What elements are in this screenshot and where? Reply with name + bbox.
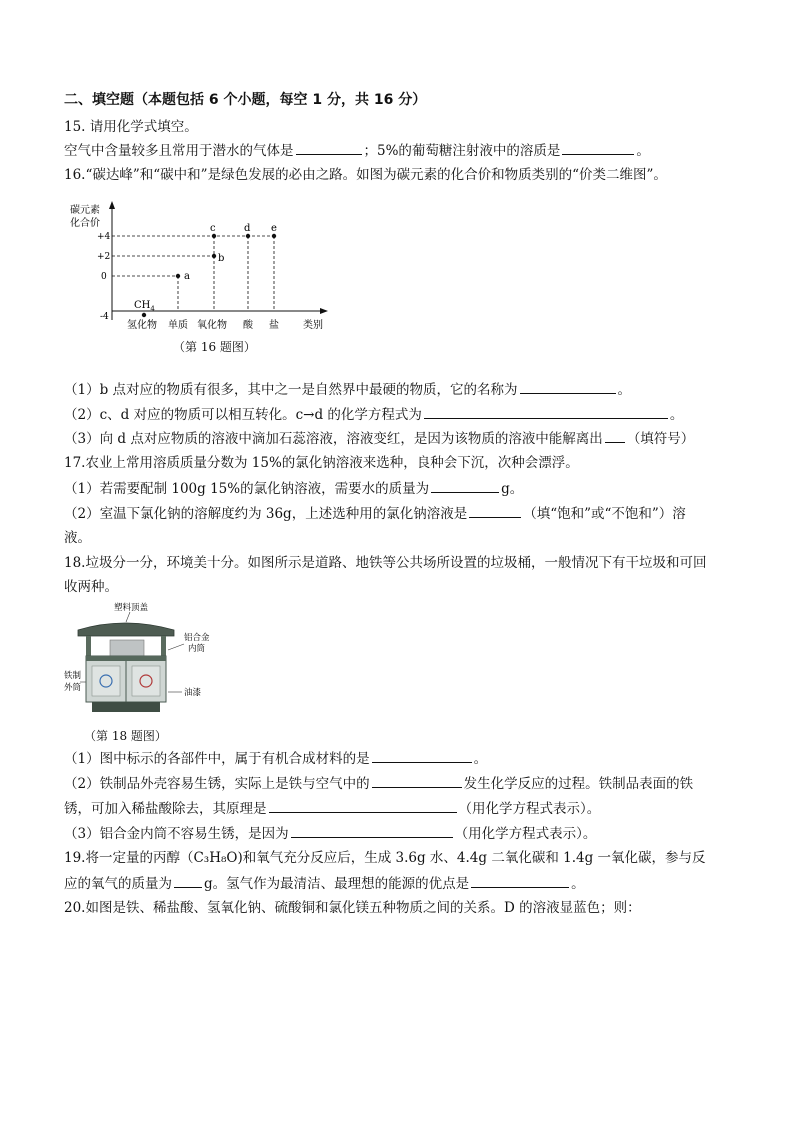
q18-sub-1-end: 。 <box>473 751 488 767</box>
q18-sub-2-text-d: （用化学方程式表示）。 <box>458 801 601 817</box>
x-axis-arrow <box>320 308 328 314</box>
answer-blank[interactable] <box>296 140 362 155</box>
q19-line-2 <box>64 873 585 894</box>
point-label-d: d <box>244 223 251 234</box>
label-plastic-roof: 塑料顶盖 <box>114 603 149 613</box>
q18-sub-1 <box>64 748 487 769</box>
post <box>161 636 166 656</box>
point-label-a: a <box>184 271 190 282</box>
y-title-line-2: 化合价 <box>70 218 100 229</box>
answer-blank[interactable] <box>469 503 521 518</box>
q16-sub-1-end: 。 <box>617 382 632 398</box>
q15-part-a: 空气中含量较多且常用于潜水的气体是 <box>64 143 294 159</box>
x-tick-label: 单质 <box>168 320 188 331</box>
y-axis-arrow <box>109 201 115 209</box>
q18-sub-2-cont <box>64 798 600 819</box>
label-aluminium-2: 内筒 <box>188 644 206 654</box>
q16-sub-1-text: （1）b 点对应的物质有很多，其中之一是自然界中最硬的物质，它的名称为 <box>64 382 518 398</box>
answer-blank[interactable] <box>562 140 634 155</box>
trash-bin-figure <box>64 600 224 730</box>
q16-sub-2 <box>64 404 683 425</box>
answer-blank[interactable] <box>424 404 668 419</box>
answer-blank[interactable] <box>269 798 457 813</box>
point-ch4 <box>142 313 146 317</box>
section-title: 二、填空题（本题包括 6 个小题，每空 1 分，共 16 分） <box>64 92 427 108</box>
q18-sub-2-text-b: 发生化学反应的过程。铁制品表面的铁 <box>463 776 694 792</box>
x-tick-label: 盐 <box>269 320 279 331</box>
q16-sub-3 <box>64 428 694 449</box>
q15-part-b: ；5%的葡萄糖注射液中的溶质是 <box>363 143 561 159</box>
q19-line-1: 19.将一定量的丙醇（C₃H₈O)和氧气充分反应后，生成 3.6g 水、4.4g 二氧化碳和 1.4g 一氧化碳，参与反 <box>64 850 706 866</box>
q17-sub-2-cont: 液。 <box>64 530 91 546</box>
answer-blank[interactable] <box>291 823 453 838</box>
q17-sub-2 <box>64 503 686 524</box>
point-d <box>246 234 250 238</box>
q18-sub-3-text: （3）铝合金内筒不容易生锈，是因为 <box>64 826 289 842</box>
point-a <box>176 274 180 278</box>
q18-sub-2-text-c: 锈，可加入稀盐酸除去，其原理是 <box>64 801 267 817</box>
q18-sub-1-text: （1）图中标示的各部件中，属于有机合成材料的是 <box>64 751 370 767</box>
q15-end: 。 <box>636 143 650 159</box>
answer-blank[interactable] <box>431 478 499 493</box>
y-title-line-1: 碳元素 <box>70 205 100 216</box>
post <box>86 636 91 656</box>
answer-blank[interactable] <box>174 873 202 888</box>
q17-sub-2-hint: （填“饱和”或“不饱和”）溶 <box>523 506 686 522</box>
q18-sub-3 <box>64 823 596 844</box>
q17-sub-1 <box>64 478 523 499</box>
x-tick-label: 氢化物 <box>127 320 157 331</box>
q17-sub-1-text: （1）若需要配制 100g 15%的氯化钠溶液，需要水的质量为 <box>64 481 430 497</box>
point-b <box>212 254 216 258</box>
base <box>92 702 160 712</box>
answer-blank[interactable] <box>372 748 472 763</box>
q16-sub-3-text: （3）向 d 点对应物质的溶液中滴加石蕊溶液，溶液变红，是因为该物质的溶液中能解离出 <box>64 431 603 447</box>
point-e <box>272 234 276 238</box>
label-aluminium-1: 铝合金 <box>184 633 210 643</box>
q18-stem-1: 18.垃圾分一分，环境美十分。如图所示是道路、地铁等公共场所设置的垃圾桶，一般情况下有干垃圾和可回 <box>64 555 707 571</box>
q18-stem-2: 收两种。 <box>64 579 118 595</box>
q17-stem: 17.农业上常用溶质质量分数为 15%的氯化钠溶液来选种，良种会下沉，次种会漂浮。 <box>64 455 579 471</box>
valence-category-chart <box>60 196 340 346</box>
q20-stem: 20.如图是铁、稀盐酸、氢氧化钠、硫酸铜和氯化镁五种物质之间的关系。D 的溶液显蓝色；则： <box>64 900 641 916</box>
label-iron-1: 铁制 <box>64 671 82 681</box>
figure-18-caption: （第 18 题图） <box>84 729 167 743</box>
q18-sub-2-text: （2）铁制品外壳容易生锈，实际上是铁与空气中的 <box>64 776 370 792</box>
point-label-c: c <box>210 223 216 234</box>
q17-sub-1-end: g。 <box>501 481 524 497</box>
label-paint: 油漆 <box>184 688 202 698</box>
q18-sub-2 <box>64 773 693 794</box>
q15-stem: 15. 请用化学式填空。 <box>64 119 198 135</box>
answer-blank[interactable] <box>605 428 625 443</box>
q19-text-b: g。氢气作为最清洁、最理想的能源的优点是 <box>204 876 470 892</box>
y-tick-label: 0 <box>101 272 107 282</box>
x-tick-label: 酸 <box>243 320 253 331</box>
point-c <box>212 234 216 238</box>
q16-sub-2-end: 。 <box>669 407 684 423</box>
y-tick-label: +2 <box>97 252 111 262</box>
q19-text-a: 应的氧气的质量为 <box>64 876 172 892</box>
x-title: 类别 <box>303 320 323 331</box>
y-tick-label: +4 <box>97 232 111 242</box>
q15-line <box>64 140 650 161</box>
answer-blank[interactable] <box>372 773 462 788</box>
q16-sub-1 <box>64 379 631 400</box>
plastic-roof <box>78 623 174 636</box>
q16-stem: 16.“碳达峰”和“碳中和”是绿色发展的必由之路。如图为碳元素的化合价和物质类别的“价类二维图”。 <box>64 167 667 183</box>
q18-sub-3-text-b: （用化学方程式表示）。 <box>454 826 597 842</box>
answer-blank[interactable] <box>520 379 616 394</box>
q16-sub-3-end: （填符号） <box>626 431 695 447</box>
aluminium-inner-bucket <box>110 640 144 658</box>
x-tick-label: 氧化物 <box>197 320 227 331</box>
q19-end: 。 <box>571 876 585 892</box>
y-tick-label: -4 <box>100 312 109 322</box>
answer-blank[interactable] <box>471 873 569 888</box>
point-label-e: e <box>271 223 277 234</box>
label-iron-2: 外筒 <box>64 683 82 693</box>
ch4-label: $CH_4$ <box>134 300 155 313</box>
q17-sub-2-text: （2）室温下氯化钠的溶解度约为 36g，上述选种用的氯化钠溶液是 <box>64 506 468 522</box>
point-label-b: b <box>218 253 225 264</box>
q16-sub-2-text: （2）c、d 对应的物质可以相互转化。c→d 的化学方程式为 <box>64 407 422 423</box>
figure-16-caption: （第 16 题图） <box>173 340 256 354</box>
